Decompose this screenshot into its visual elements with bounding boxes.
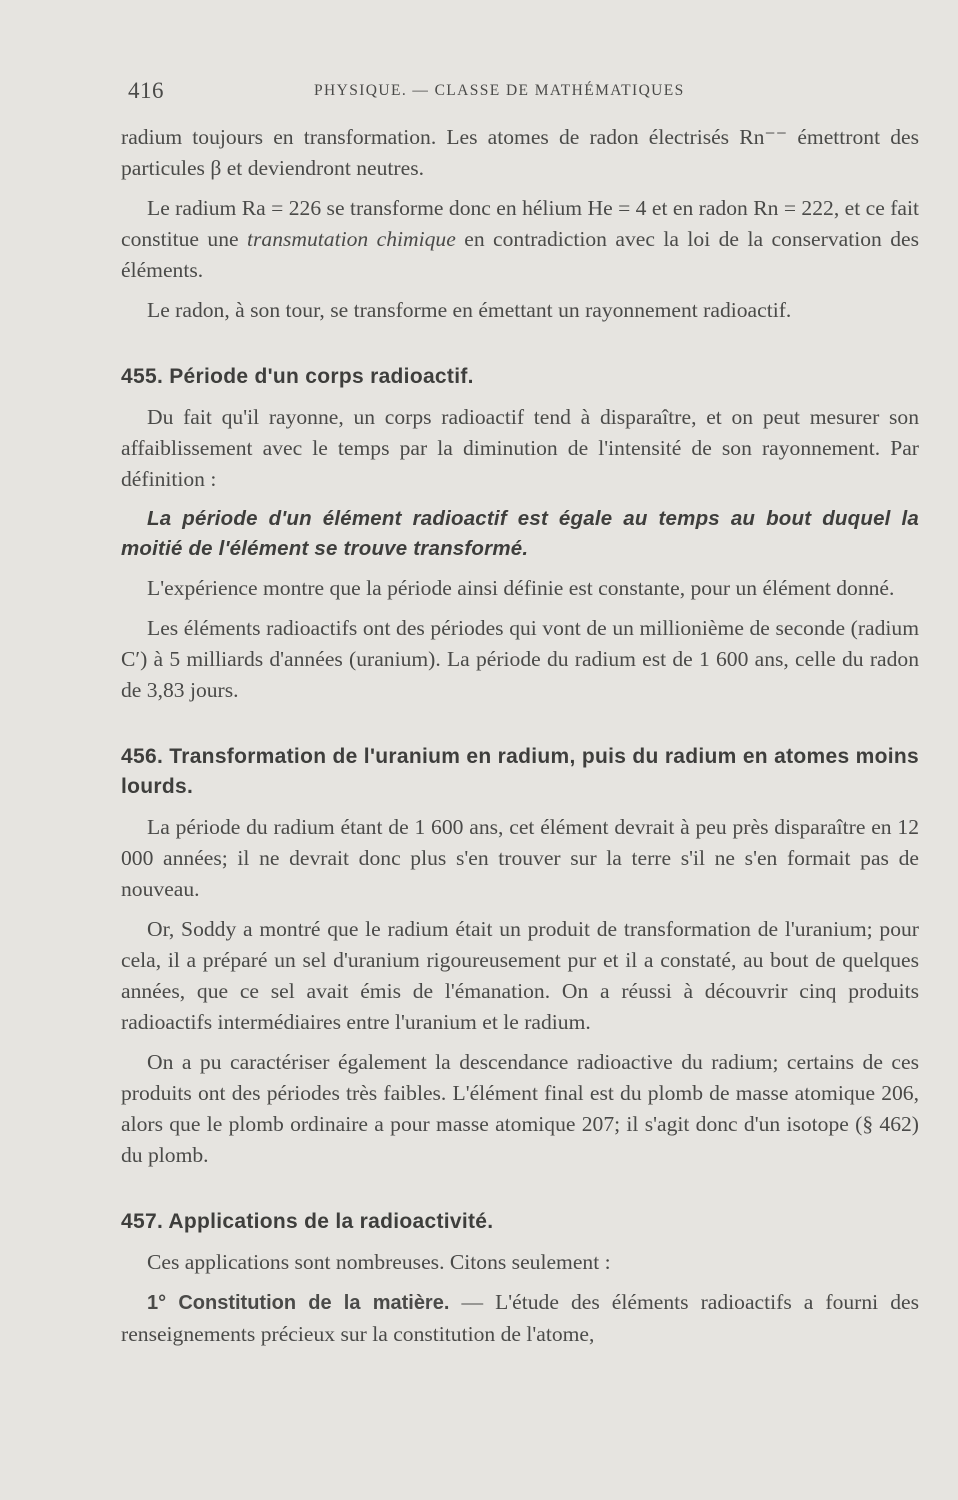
item-lead: 1° Constitution de la matière. (147, 1292, 450, 1314)
list-item: 1° Constitution de la matière. — L'étude des éléments radioactifs a fourni des renseignements précieux sur la constitution de l'atome, (121, 1290, 919, 1346)
paragraph: Ces applications sont nombreuses. Citons seulement : (147, 1250, 611, 1274)
page-body (121, 122, 919, 1359)
page-number: 416 (128, 78, 164, 103)
paragraph: Le radon, à son tour, se transforme en émettant un rayonnement radioactif. (147, 298, 792, 322)
paragraph: L'expérience montre que la période ainsi définie est constante, pour un élément donné. (147, 576, 895, 600)
page-header (128, 78, 918, 108)
emphasis: transmutation chimique (247, 227, 456, 251)
paragraph: Or, Soddy a montré que le radium était un produit de transformation de l'uranium; pour cela, il a préparé un sel d'uranium rigoureusement pur et il a constaté, au bout de quelques années, que ce sel avait émis de l'émanation. On a réussi à découvrir cinq produits radioactifs intermédiaires entre l'uranium et le radium. (121, 917, 919, 1034)
paragraph: On a pu caractériser également la descendance radioactive du radium; certains de ces produits ont des périodes très faibles. L'élément final est du plomb de masse atomique 206, alors que le plomb ordinaire a pour masse atomique 207; il s'agit donc d'un isotope (§ 462) du plomb. (121, 1050, 919, 1167)
paragraph: Du fait qu'il rayonne, un corps radioactif tend à disparaître, et on peut mesurer son affaiblissement avec le temps par la diminution de l'intensité de son rayonnement. Par définition : (121, 405, 919, 491)
paragraph: Le radium Ra = 226 se transforme donc en hélium He = 4 et en radon Rn = 222, et ce fait constitue une transmutation chimique en contradiction avec la loi de la conservation des éléments. (121, 196, 920, 282)
section-heading-455: 455. Période d'un corps radioactif. (121, 365, 474, 388)
paragraph: Les éléments radioactifs ont des périodes qui vont de un millionième de seconde (radium C′) à 5 milliards d'années (uranium). La période du radium est de 1 600 ans, celle du radon de 3,83 jours. (121, 616, 919, 702)
section-heading-456: 456. Transformation de l'uranium en radium, puis du radium en atomes moins lourds. (121, 745, 919, 798)
running-title: PHYSIQUE. — CLASSE DE MATHÉMATIQUES (314, 82, 685, 99)
paragraph: radium toujours en transformation. Les atomes de radon électrisés Rn⁻⁻ émettront des particules β et deviendront neutres. (121, 125, 919, 180)
definition-statement: La période d'un élément radioactif est égale au temps au bout duquel la moitié de l'élément se trouve transformé. (121, 507, 919, 560)
paragraph: La période du radium étant de 1 600 ans, cet élément devrait à peu près disparaître en 12 000 années; il ne devrait donc plus s'en trouver sur la terre s'il ne s'en formait pas de nouveau. (121, 815, 919, 901)
section-heading-457: 457. Applications de la radioactivité. (121, 1210, 494, 1233)
